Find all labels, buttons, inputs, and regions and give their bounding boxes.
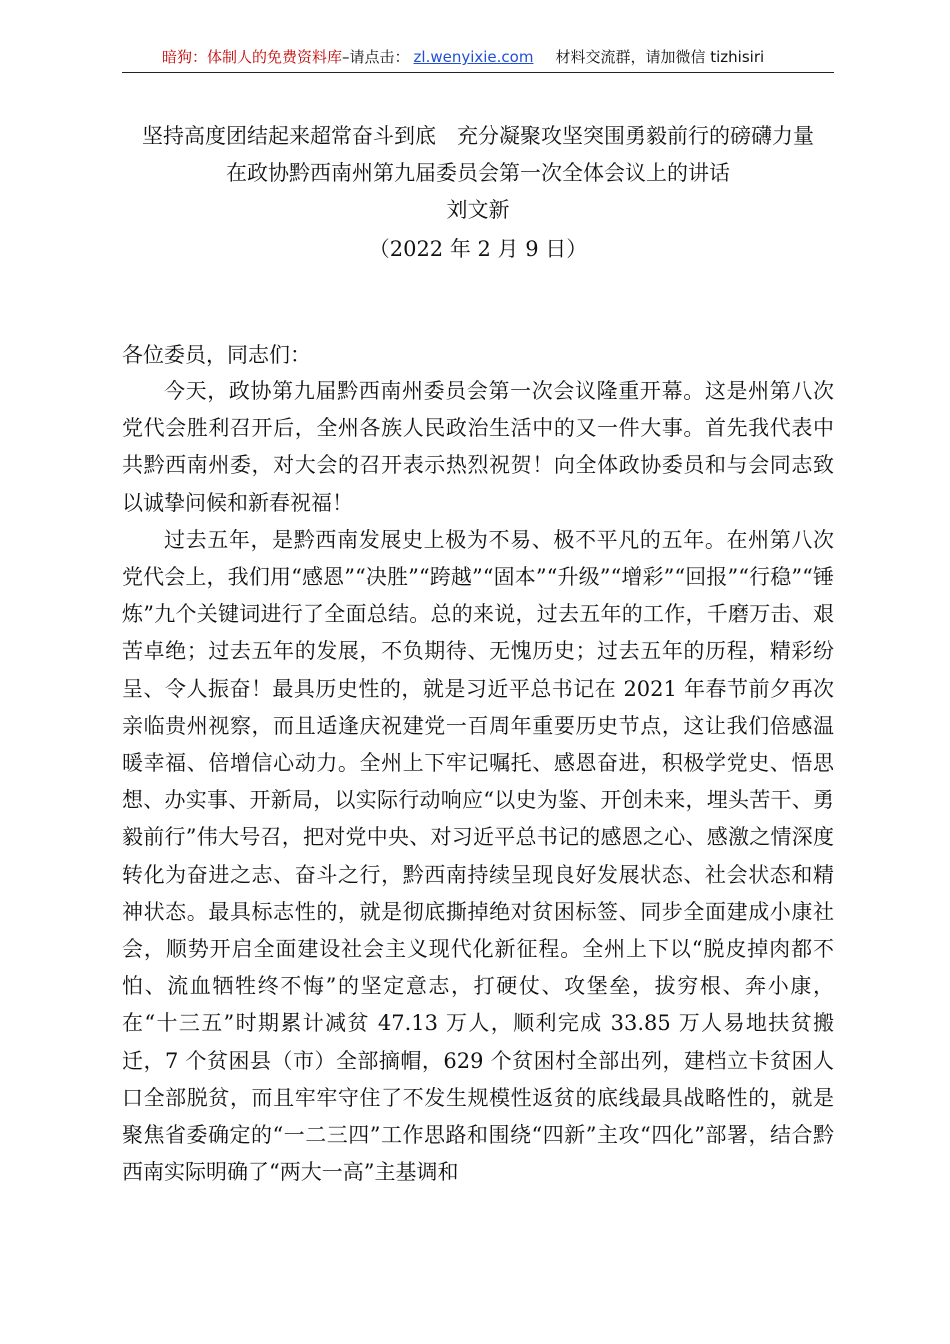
title-block <box>122 118 834 268</box>
salutation: 各位委员，同志们： <box>122 343 311 367</box>
header-click-prompt: –请点击： <box>342 48 410 66</box>
doc-subtitle: 在政协黔西南州第九届委员会第一次全体会议上的讲话 <box>226 161 730 185</box>
header-brand: 暗狗：体制人的免费资料库 <box>162 48 343 66</box>
doc-title: 坚持高度团结起来超常奋斗到底 充分凝聚攻坚突围勇毅前行的磅礴力量 <box>142 124 814 148</box>
doc-body <box>122 337 834 1191</box>
paragraph-2: 过去五年，是黔西南发展史上极为不易、极不平凡的五年。在州第八次党代会上，我们用“感恩”“决胜”“跨越”“固本”“升级”“增彩”“回报”“行稳”“锤炼”九个关键词进行了全面总结。总的来说，过去五年的工作，千磨万击、艰苦卓绝；过去五年的发展，不负期待、无愧历史；过去五年的历程，精彩纷呈、令人振奋！最具历史性的，就是习近平总书记在 2021 年春节前夕再次亲临贵州视察，而且适逢庆祝建党一百周年重要历史节点，这让我们倍感温暖幸福、倍增信心动力。全州上下牢记嘱托、感恩奋进，积极学党史、悟思想、办实事、开新局，以实际行动响应“以史为鉴、开创未来，埋头苦干、勇毅前行”伟大号召，把对党中央、对习近平总书记的感恩之心、感激之情深度转化为奋进之志、奋斗之行，黔西南持续呈现良好发展状态、社会状态和精神状态。最具标志性的，就是彻底撕掉绝对贫困标签、同步全面建成小康社会，顺势开启全面建设社会主义现代化新征程。全州上下以“脱皮掉肉都不怕、流血牺牲终不悔”的坚定意志，打硬仗、攻堡垒，拔穷根、奔小康，在“十三五”时期累计减贫 47.13 万人，顺利完成 33.85 万人易地扶贫搬迁，7 个贫困县（市）全部摘帽，629 个贫困村全部出列，建档立卡贫困人口全部脱贫，而且牢牢守住了不发生规模性返贫的底线最具战略性的，就是聚焦省委确定的“一二三四”工作思路和围绕“四新”主攻“四化”部署，结合黔西南实际明确了“两大一高”主基调和 <box>122 527 834 1185</box>
doc-speaker: 刘文新 <box>446 198 510 222</box>
paragraph-1: 今天，政协第九届黔西南州委员会第一次会议隆重开幕。这是州第八次党代会胜利召开后，全州各族人民政治生活中的又一件大事。首先我代表中共黔西南州委，对大会的召开表示热烈祝贺！向全体政协委员和与会同志致以诚挚问候和新春祝福！ <box>122 379 834 515</box>
header-group-text: 材料交流群，请加微信 tizhisiri <box>555 48 765 66</box>
page-header <box>122 42 834 73</box>
doc-date: （2022 年 2 月 9 日） <box>368 237 588 261</box>
header-url-link[interactable]: zl.wenyixie.com <box>413 48 534 66</box>
